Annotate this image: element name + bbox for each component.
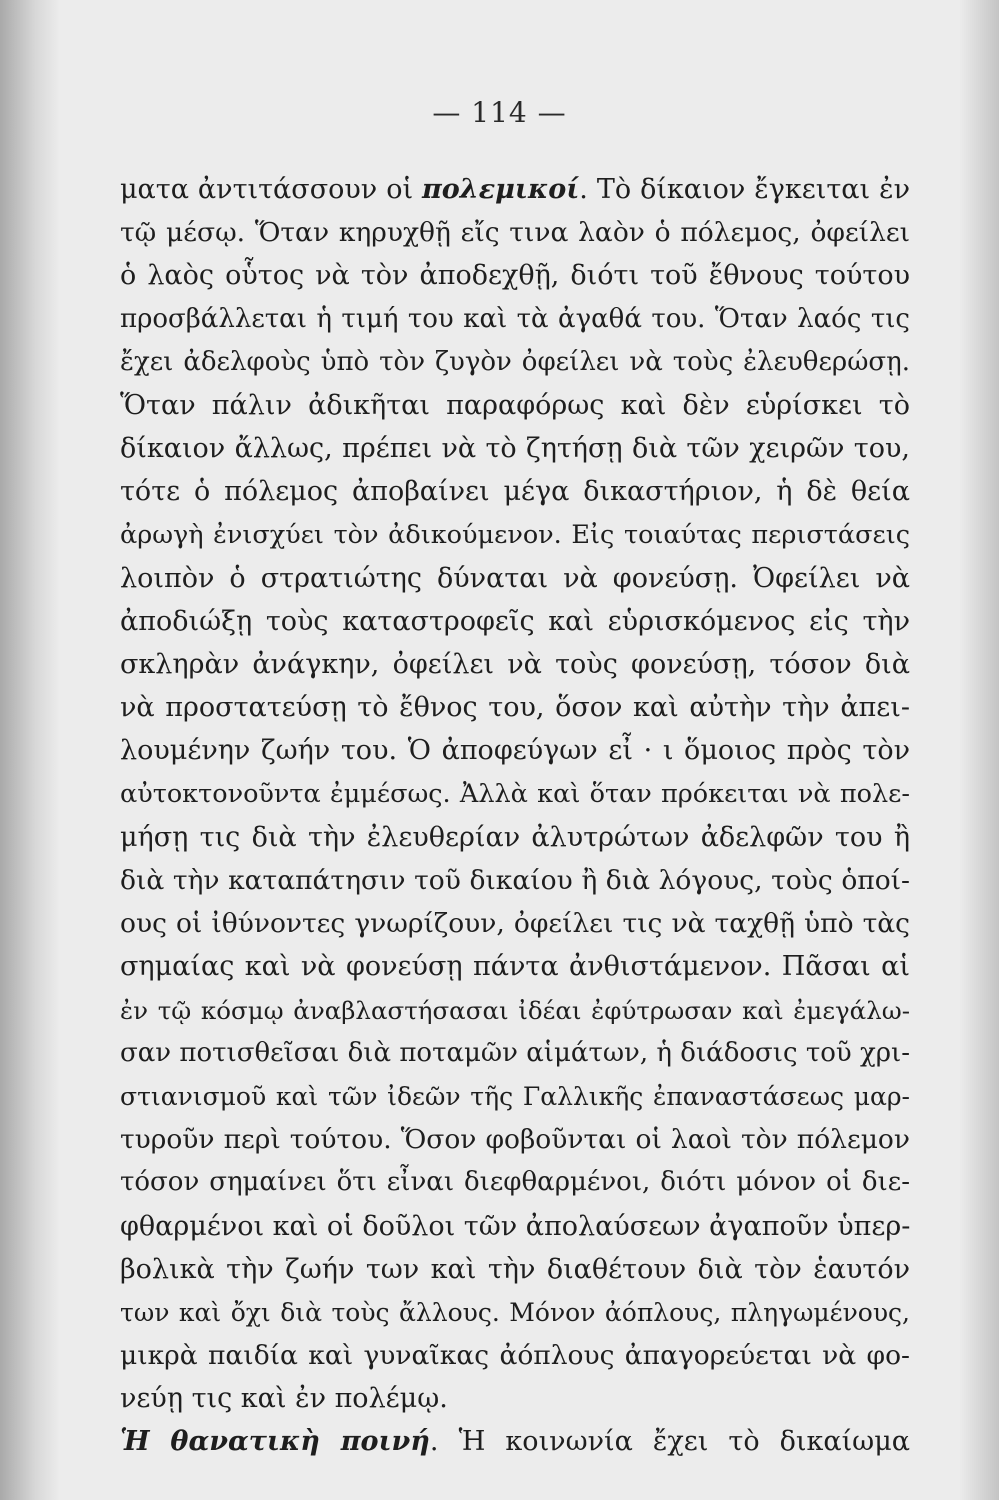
text-line: τόσον σημαίνει ὅτι εἶναι διεφθαρμένοι, διότι μόνον οἱ διε- bbox=[120, 1167, 910, 1198]
text-line: αὐτοκτονοῦντα ἐμμέσως. Ἀλλὰ καὶ ὅταν πρόκειται νὰ πολε- bbox=[120, 778, 910, 809]
text-line: ἔχει ἀδελφοὺς ὑπὸ τὸν ζυγὸν ὀφείλει νὰ τοὺς ἐλευθερώσῃ. bbox=[120, 346, 910, 377]
text-line: σκληρὰν ἀνάγκην, ὀφείλει νὰ τοὺς φονεύσῃ, τόσον διὰ bbox=[120, 649, 910, 681]
text-line: ἀποδιώξῃ τοὺς καταστροφεῖς καὶ εὑρισκόμενος εἰς τὴν bbox=[120, 605, 910, 637]
text-line: λοιπὸν ὁ στρατιώτης δύναται νὰ φονεύσῃ. Ὀφείλει νὰ bbox=[120, 562, 910, 594]
text-line: μικρὰ παιδία καὶ γυναῖκας ἀόπλους ἀπαγορεύεται νὰ φο- bbox=[120, 1340, 910, 1372]
body-text bbox=[120, 168, 910, 1464]
text-line: δίκαιον ἄλλως, πρέπει νὰ τὸ ζητήσῃ διὰ τῶν χειρῶν του, bbox=[120, 433, 910, 465]
text-line: βολικὰ τὴν ζωήν των καὶ τὴν διαθέτουν διὰ τὸν ἑαυτόν bbox=[120, 1253, 910, 1285]
text-line: προσβάλλεται ἡ τιμή του καὶ τὰ ἀγαθά του. Ὅταν λαός τις bbox=[120, 303, 910, 334]
bold-term: πολεμικοί bbox=[422, 174, 580, 205]
text-line: τυροῦν περὶ τούτου. Ὅσον φοβοῦνται οἱ λαοὶ τὸν πόλεμον bbox=[120, 1124, 910, 1156]
text-line: τότε ὁ πόλεμος ἀποβαίνει μέγα δικαστήριον, ἡ δὲ θεία bbox=[120, 476, 910, 508]
text-line: λουμένην ζωήν του. Ὁ ἀποφεύγων εἶ · ι ὅμοιος πρὸς τὸν bbox=[120, 735, 910, 767]
text-line: των καὶ ὄχι διὰ τοὺς ἄλλους. Μόνον ἀόπλους, πληγωμένους, bbox=[120, 1297, 910, 1327]
text-line: ἀρωγὴ ἐνισχύει τὸν ἀδικούμενον. Εἰς τοιαύτας περιστάσεις bbox=[120, 519, 910, 550]
text-line: ὁ λαὸς οὗτος νὰ τὸν ἀποδεχθῇ, διότι τοῦ ἔθνους τούτου bbox=[120, 260, 910, 292]
text-line: σαν ποτισθεῖσαι διὰ ποταμῶν αἱμάτων, ἡ διάδοσις τοῦ χρι- bbox=[120, 1037, 910, 1068]
text-line: μήσῃ τις διὰ τὴν ἐλευθερίαν ἀλυτρώτων ἀδελφῶν του ἢ bbox=[120, 821, 910, 853]
text-line: ἐν τῷ κόσμῳ ἀναβλαστήσασαι ἰδέαι ἐφύτρωσαν καὶ ἐμεγάλω- bbox=[120, 995, 910, 1025]
text-line: ους οἱ ἰθύνοντες γνωρίζουν, ὀφείλει τις νὰ ταχθῇ ὑπὸ τὰς bbox=[120, 908, 910, 940]
text-line: ματα ἀντιτάσσουν οἱ πολεμικοί. Τὸ δίκαιον ἔγκειται ἐν bbox=[120, 174, 910, 205]
page-number: — 114 — bbox=[432, 96, 567, 129]
text-line: στιανισμοῦ καὶ τῶν ἰδεῶν τῆς Γαλλικῆς ἐπαναστάσεως μαρ- bbox=[120, 1081, 910, 1111]
text-line: νεύῃ τις καὶ ἐν πολέμῳ. bbox=[120, 1383, 448, 1415]
text-line: Ὅταν πάλιν ἀδικῆται παραφόρως καὶ δὲν εὑρίσκει τὸ bbox=[120, 389, 910, 421]
section-heading-line: Ἡ θανατικὴ ποινή. Ἡ κοινωνία ἔχει τὸ δικαίωμα bbox=[120, 1426, 910, 1458]
text-line: φθαρμένοι καὶ οἱ δοῦλοι τῶν ἀπολαύσεων ἀγαποῦν ὑπερ- bbox=[120, 1210, 911, 1242]
text-line: διὰ τὴν καταπάτησιν τοῦ δικαίου ἢ διὰ λόγους, τοὺς ὁποί- bbox=[120, 865, 910, 896]
text-line: σημαίας καὶ νὰ φονεύσῃ πάντα ἀνθιστάμενον. Πᾶσαι αἱ bbox=[120, 951, 910, 983]
section-heading: Ἡ θανατικὴ ποινή bbox=[120, 1426, 430, 1458]
text-line: τῷ μέσῳ. Ὅταν κηρυχθῇ εἴς τινα λαὸν ὁ πόλεμος, ὀφείλει bbox=[120, 217, 910, 249]
text-line: νὰ προστατεύσῃ τὸ ἔθνος του, ὅσον καὶ αὐτὴν τὴν ἀπει- bbox=[120, 692, 910, 724]
